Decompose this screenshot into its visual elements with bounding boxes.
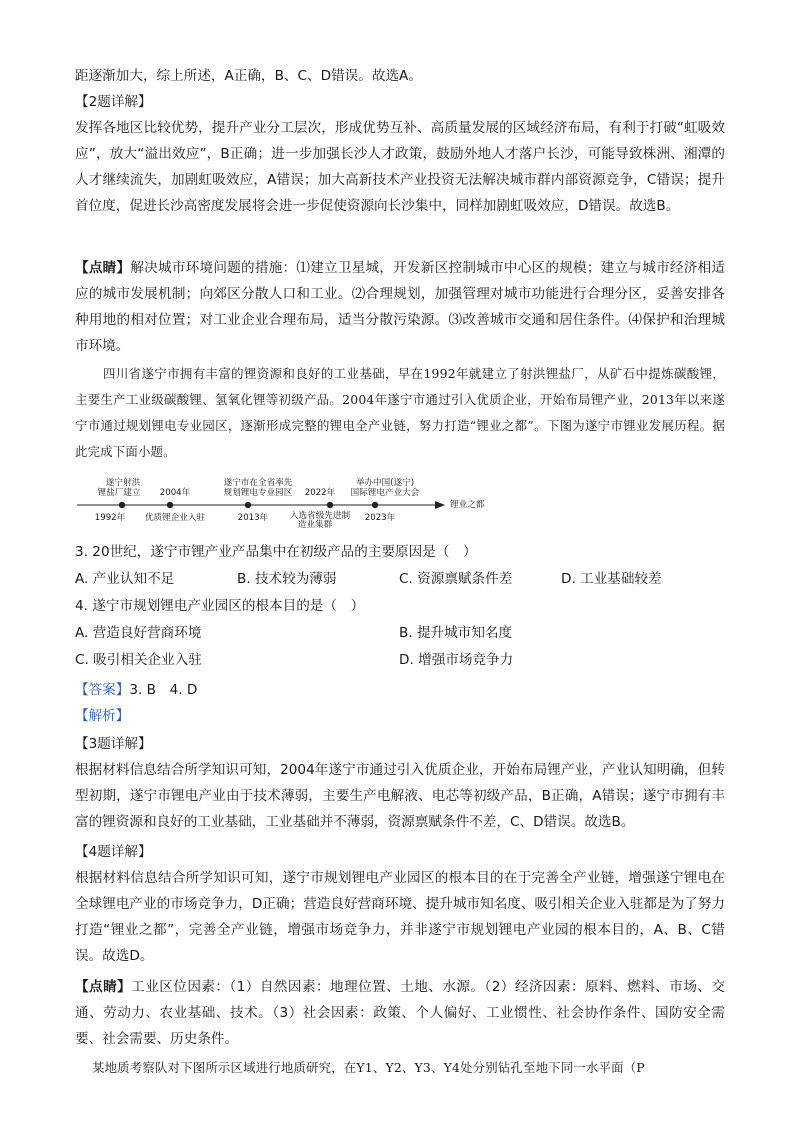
next-material-paragraph: 某地质考察队对下图所示区域进行地质研究，在Y1、Y2、Y3、Y4处分别钻孔至地下同一水平面（P bbox=[92, 1060, 645, 1075]
timeline-label-bottom-5: 2023年 bbox=[364, 513, 396, 523]
heading-q3-detail: 【3题详解】 bbox=[75, 736, 152, 752]
q4-option-d: D. 增强市场竞争力 bbox=[399, 652, 514, 668]
answer-text: 3. B 4. D bbox=[129, 682, 198, 698]
timeline-label-top-2: 2004年 bbox=[159, 488, 191, 498]
q3-option-c: C. 资源禀赋条件差 bbox=[399, 571, 513, 587]
question-3-stem: 3. 20世纪，遂宁市锂产业产品集中在初级产品的主要原因是（ ） bbox=[75, 544, 477, 560]
q3-option-d: D. 工业基础较差 bbox=[561, 571, 662, 587]
analysis-label: 【解析】 bbox=[75, 708, 130, 724]
paragraph-q4-detail: 根据材料信息结合所学知识可知，遂宁市规划锂电产业园区的根本目的在于完善全产业链，增强遂宁锂电在全球锂电产业的市场竞争力，D正确；营造良好营商环境、提升城市知名度、吸引相关企业入驻都是为了努力打造“锂业之都”，完善全产业链，增强市场竞争力，并非遂宁市规划锂电产业园的根本目的，A、B、C错误。故选D。 bbox=[75, 870, 725, 964]
timeline-label-bottom-4b: 造业集群 bbox=[297, 520, 333, 530]
dianjing-note-1 bbox=[75, 255, 725, 359]
timeline-label-top-3a: 遂宁市在全省率先 bbox=[223, 478, 293, 488]
dianjing2-text: 工业区位因素：（1）自然因素：地理位置、土地、水源。（2）经济因素：原料、燃料、市场、交通、劳动力、农业基础、技术。（3）社会因素：政策、个人偏好、工业惯性、社会协作条件、国防安全需要、社会需要、历史条件。 bbox=[75, 979, 726, 1047]
q4-option-b: B. 提升城市知名度 bbox=[399, 625, 513, 641]
dianjing-text: 解决城市环境问题的措施：⑴建立卫星城，开发新区控制城市中心区的规模；建立与城市经济相适应的城市发展机制；向郊区分散人口和工业。⑵合理规划，加强管理对城市功能进行合理分区，妥善安排各种用地的相对位置；对工业企业合理布局，适当分散污染源。⑶改善城市交通和居住条件。⑷保护和治理城市环境。 bbox=[75, 260, 726, 354]
timeline-label-top-5a: 举办中国(遂宁) bbox=[355, 478, 415, 488]
material-paragraph bbox=[75, 361, 725, 465]
timeline-label-bottom-4a: 入选省级先进制 bbox=[289, 511, 351, 521]
timeline-label-bottom-1: 1992年 bbox=[94, 513, 126, 523]
lithium-timeline-figure bbox=[75, 475, 515, 530]
paragraph-q1-conclusion: 距逐渐加大，综上所述，A正确，B、C、D错误。故选A。 bbox=[75, 68, 422, 84]
dianjing-note-2 bbox=[75, 974, 725, 1052]
paragraph-q3-detail: 根据材料信息结合所学知识可知，2004年遂宁市通过引入优质企业，开始布局锂产业，产业认知明确，但转型初期，遂宁市锂电产业由于技术薄弱，主要生产电解液、电芯等初级产品，B正确，A错误；遂宁市拥有丰富的锂资源和良好的工业基础，工业基础并不薄弱，资源禀赋条件不差，C、D错误。故选B。 bbox=[75, 762, 725, 830]
timeline-label-bottom-2: 优质锂企业入驻 bbox=[144, 513, 206, 523]
heading-q2-detail: 【2题详解】 bbox=[75, 94, 152, 110]
question-4-stem: 4. 遂宁市规划锂电产业园区的根本目的是（ ） bbox=[75, 598, 365, 614]
q4-option-c: C. 吸引相关企业入驻 bbox=[75, 652, 202, 668]
heading-q4-detail: 【4题详解】 bbox=[75, 844, 152, 860]
answer-line bbox=[75, 677, 725, 703]
q3-option-a: A. 产业认知不足 bbox=[75, 571, 175, 587]
q4-option-a: A. 营造良好营商环境 bbox=[75, 625, 202, 641]
timeline-label-top-3b: 规划锂电专业园区 bbox=[223, 488, 293, 498]
timeline-label-top-1b: 锂盐厂建立 bbox=[97, 488, 141, 498]
paragraph-q2-detail: 发挥各地区比较优势，提升产业分工层次，形成优势互补、高质量发展的区域经济布局，有利于打破“虹吸效应”，放大“溢出效应”，B正确；进一步加强长沙人才政策，鼓励外地人才落户长沙，可能导致株洲、湘潭的人才继续流失，加剧虹吸效应，A错误；加大高新技术产业投资无法解决城市群内部资源竞争，C错误；提升首位度，促进长沙高密度发展将会进一步促使资源向长沙集中，同样加剧虹吸效应，D错误。故选B。 bbox=[75, 120, 725, 214]
material-text: 四川省遂宁市拥有丰富的锂资源和良好的工业基础，早在1992年就建立了射洪锂盐厂，从矿石中提炼碳酸锂，主要生产工业级碳酸锂、氢氧化锂等初级产品。2004年遂宁市通过引入优质企业，开始布局锂产业，2013年以来遂宁市通过规划锂电专业园区，逐渐形成完整的锂电全产业链，努力打造“锂业之都”。下图为遂宁市锂业发展历程。据此完成下面小题。 bbox=[75, 366, 725, 459]
dianjing2-label: 【点睛】 bbox=[75, 979, 132, 995]
timeline-label-top-1a: 遂宁射洪 bbox=[105, 478, 141, 488]
q3-option-b: B. 技术较为薄弱 bbox=[237, 571, 337, 587]
timeline-label-bottom-3: 2013年 bbox=[237, 513, 269, 523]
answer-label: 【答案】 bbox=[75, 682, 130, 698]
timeline-end-label: 锂业之都 bbox=[450, 500, 485, 510]
dianjing-label: 【点睛】 bbox=[75, 260, 131, 276]
timeline-label-top-5b: 国际锂电产业大会 bbox=[350, 488, 420, 498]
timeline-label-top-4: 2022年 bbox=[304, 488, 336, 498]
